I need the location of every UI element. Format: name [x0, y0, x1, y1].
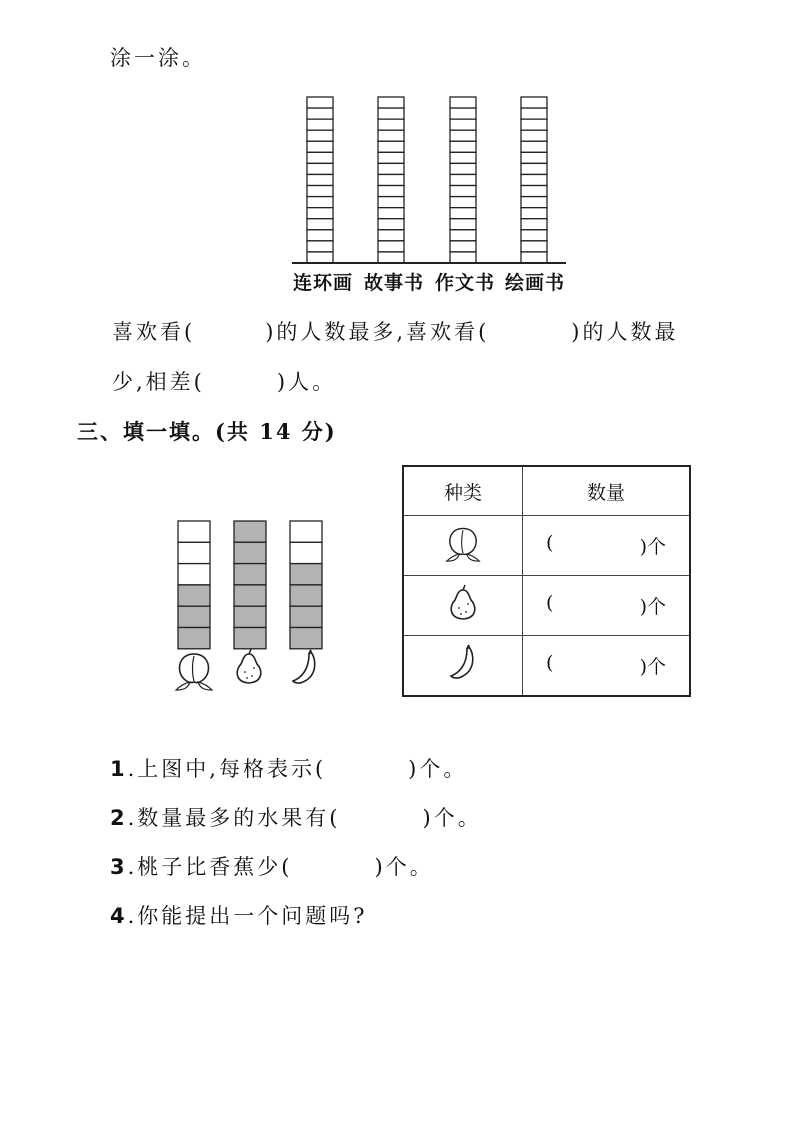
- bar-cell[interactable]: [378, 219, 404, 230]
- shaded-cell: [290, 585, 322, 606]
- bar-cell[interactable]: [307, 152, 333, 163]
- bar-cell[interactable]: [307, 197, 333, 208]
- question-text: 喜欢看(: [112, 320, 196, 344]
- question-text: )的人数最多,喜欢看(: [265, 320, 490, 344]
- bar-cell[interactable]: [378, 97, 404, 108]
- bar-cell[interactable]: [521, 208, 547, 219]
- bar-column[interactable]: [450, 97, 476, 263]
- bar-cell[interactable]: [307, 141, 333, 152]
- question-line-2: [112, 366, 336, 396]
- bar-cell[interactable]: [378, 186, 404, 197]
- shaded-cell: [234, 606, 266, 627]
- bar-cell[interactable]: [450, 108, 476, 119]
- bar-cell[interactable]: [450, 163, 476, 174]
- bar-cell[interactable]: [450, 186, 476, 197]
- shaded-cell: [234, 542, 266, 563]
- bar-cell[interactable]: [378, 119, 404, 130]
- chart-category-labels: [288, 268, 570, 295]
- item-text: )个。: [422, 806, 482, 830]
- bar-cell[interactable]: [521, 152, 547, 163]
- item-number: 1: [110, 757, 128, 781]
- shaded-cell: [290, 606, 322, 627]
- table-row: [403, 636, 690, 697]
- section-title: 三、填一填。(共 14 分): [77, 419, 337, 444]
- header-kind: 种类: [403, 466, 523, 516]
- empty-cell: [290, 542, 322, 563]
- item-text: .上图中,每格表示(: [127, 757, 327, 781]
- question-text: )的人数最: [571, 320, 679, 344]
- bar-cell[interactable]: [450, 119, 476, 130]
- bar-cell[interactable]: [378, 163, 404, 174]
- bar-cell[interactable]: [521, 230, 547, 241]
- bar-cell[interactable]: [450, 97, 476, 108]
- paren-close: )个: [639, 596, 666, 618]
- shaded-cell: [234, 628, 266, 649]
- shaded-cell: [290, 564, 322, 585]
- shaded-cell: [234, 564, 266, 585]
- bar-cell[interactable]: [450, 230, 476, 241]
- empty-cell: [178, 564, 210, 585]
- bar-cell[interactable]: [378, 252, 404, 263]
- bar-cell[interactable]: [450, 252, 476, 263]
- question-text: 少,相差(: [112, 370, 205, 394]
- bar-cell[interactable]: [521, 141, 547, 152]
- bar-cell[interactable]: [521, 241, 547, 252]
- count-blank[interactable]: [553, 592, 639, 619]
- shaded-cell: [290, 628, 322, 649]
- bar-cell[interactable]: [521, 197, 547, 208]
- bar-cell[interactable]: [378, 241, 404, 252]
- list-item: [110, 851, 434, 881]
- bar-cell[interactable]: [307, 119, 333, 130]
- bar-column[interactable]: [307, 97, 333, 263]
- count-blank[interactable]: [553, 532, 639, 559]
- bar-cell[interactable]: [450, 141, 476, 152]
- pear-icon: [237, 649, 261, 683]
- item-number: 3: [110, 855, 128, 879]
- header-count: 数量: [523, 466, 691, 516]
- bar-cell[interactable]: [307, 163, 333, 174]
- bar-cell[interactable]: [521, 97, 547, 108]
- bar-cell[interactable]: [450, 241, 476, 252]
- empty-cell: [178, 521, 210, 542]
- bar-cell[interactable]: [378, 130, 404, 141]
- category-label: 连环画: [292, 272, 353, 294]
- bar-cell[interactable]: [450, 174, 476, 185]
- category-label: 作文书: [434, 272, 495, 294]
- shaded-cell: [234, 521, 266, 542]
- shaded-cell: [178, 585, 210, 606]
- item-number: 2: [110, 806, 128, 830]
- fruit-bar-pear: [234, 521, 266, 649]
- item-text: .你能提出一个问题吗?: [127, 904, 368, 928]
- bar-cell[interactable]: [307, 97, 333, 108]
- bar-cell[interactable]: [450, 130, 476, 141]
- list-item: [110, 900, 368, 930]
- bar-cell[interactable]: [378, 208, 404, 219]
- bar-cell[interactable]: [378, 197, 404, 208]
- bar-cell[interactable]: [307, 208, 333, 219]
- blank-bar-chart: [0, 0, 800, 270]
- bar-cell[interactable]: [521, 186, 547, 197]
- item-text: .桃子比香蕉少(: [127, 855, 293, 879]
- item-text: .数量最多的水果有(: [127, 806, 341, 830]
- bar-cell[interactable]: [378, 230, 404, 241]
- bar-cell[interactable]: [521, 119, 547, 130]
- empty-cell: [290, 521, 322, 542]
- shaded-cell: [234, 585, 266, 606]
- bar-cell[interactable]: [307, 241, 333, 252]
- bar-cell[interactable]: [378, 152, 404, 163]
- bar-cell[interactable]: [307, 219, 333, 230]
- category-label: 故事书: [363, 272, 424, 294]
- bar-cell[interactable]: [521, 219, 547, 230]
- item-number: 4: [110, 904, 128, 928]
- item-text: )个。: [374, 855, 434, 879]
- bar-cell[interactable]: [450, 219, 476, 230]
- peach-icon: [443, 523, 483, 563]
- table-header-row: [403, 466, 690, 516]
- instruction-text: 涂一涂。: [110, 46, 206, 70]
- fruit-count-table: [402, 465, 691, 697]
- pear-icon: [445, 583, 481, 623]
- bar-cell[interactable]: [521, 163, 547, 174]
- bar-cell[interactable]: [521, 252, 547, 263]
- table-row: [403, 576, 690, 636]
- paren-close: )个: [639, 536, 666, 558]
- bar-cell[interactable]: [521, 130, 547, 141]
- bar-cell[interactable]: [450, 197, 476, 208]
- paren-open: (: [546, 592, 554, 614]
- bar-cell[interactable]: [378, 141, 404, 152]
- fruit-bar-banana: [290, 521, 322, 649]
- bar-cell[interactable]: [307, 252, 333, 263]
- bar-cell[interactable]: [307, 130, 333, 141]
- bar-cell[interactable]: [521, 174, 547, 185]
- peach-icon: [176, 654, 212, 690]
- list-item: [110, 753, 467, 783]
- empty-cell: [178, 542, 210, 563]
- bar-cell[interactable]: [307, 174, 333, 185]
- question-text: )人。: [276, 370, 337, 394]
- shaded-cell: [178, 606, 210, 627]
- bar-column[interactable]: [378, 97, 404, 263]
- count-blank[interactable]: [553, 652, 639, 679]
- paren-close: )个: [639, 656, 666, 678]
- list-item: [110, 802, 482, 832]
- bar-cell[interactable]: [307, 186, 333, 197]
- bar-cell[interactable]: [450, 208, 476, 219]
- fruit-bar-peach: [178, 521, 210, 649]
- paren-open: (: [546, 532, 554, 554]
- item-text: )个。: [408, 757, 468, 781]
- category-label: 绘画书: [504, 272, 565, 294]
- bar-cell[interactable]: [307, 230, 333, 241]
- banana-icon: [293, 650, 315, 683]
- paren-open: (: [546, 652, 554, 674]
- bar-cell[interactable]: [521, 108, 547, 119]
- question-line-1: [112, 316, 678, 346]
- bar-cell[interactable]: [307, 108, 333, 119]
- table-row: [403, 516, 690, 576]
- bar-cell[interactable]: [450, 152, 476, 163]
- banana-icon: [445, 643, 481, 683]
- bar-column[interactable]: [521, 97, 547, 263]
- shaded-cell: [178, 628, 210, 649]
- bar-cell[interactable]: [378, 174, 404, 185]
- bar-cell[interactable]: [378, 108, 404, 119]
